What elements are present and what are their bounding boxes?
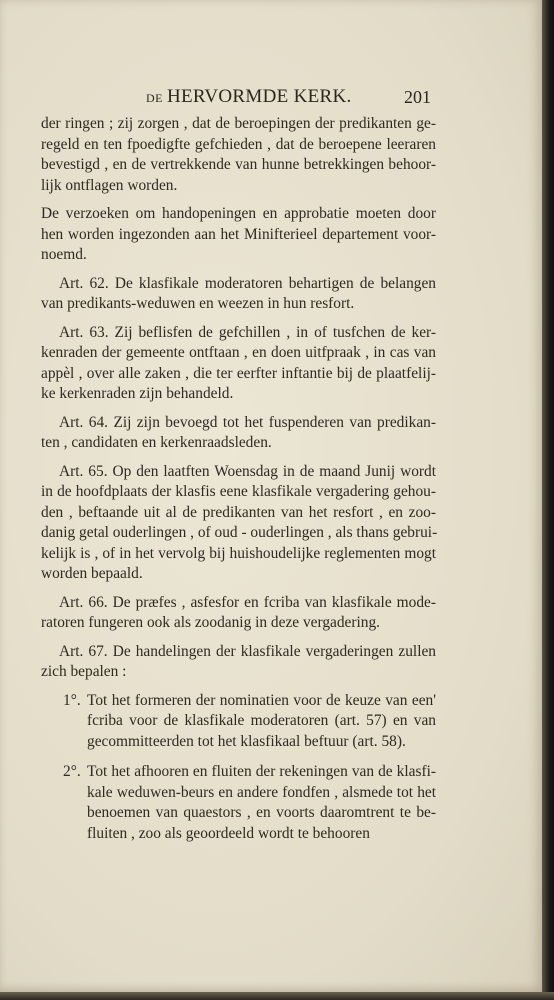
text-line: kelijk is , of in het vervolg bij huishoudelijke reglementen mogt — [41, 544, 436, 562]
text-line: benoemen van quaestors , en voorts daaromtrent te be- — [87, 804, 436, 821]
text-line: der ringen ; zij zorgen , dat de beroepingen der predikanten ge- — [41, 115, 436, 132]
article-65 — [41, 462, 436, 585]
text-line: appèl , over alle zaken , die ter eerfter inftantie bij de plaatfelij- — [41, 364, 436, 382]
text-line: worden bepaald. — [41, 565, 143, 582]
text-line: hen worden ingezonden aan het Minifterieel departement voor- — [41, 225, 436, 243]
text-line: Art. 63. Zij beflisfen de gefchillen , in of tusfchen de ker- — [59, 323, 436, 341]
text-line: regeld en ten fpoedigfte gefchieden , dat de beroepene leeraren — [41, 135, 436, 153]
text-line: zich bepalen : — [41, 663, 127, 680]
page-edge-shadow — [542, 0, 554, 1000]
text-line: gecommitteerden tot het klasfikaal beftuur (art. 58). — [87, 732, 406, 750]
text-line: fluiten , zoo als geoordeeld wordt te behooren — [87, 824, 370, 842]
numbered-item — [41, 691, 436, 753]
text-line: Art. 64. Zij zijn bevoegd tot het fuspenderen van predikan- — [59, 413, 436, 431]
running-title — [146, 86, 352, 108]
article-62 — [41, 274, 436, 315]
text-line: kenraden der gemeente ontftaan , en doen uitfpraak , in cas van — [41, 344, 436, 361]
text-line: ten , candidaten en kerkenraadsleden. — [41, 434, 272, 451]
article-67 — [41, 642, 436, 683]
article-64 — [41, 413, 436, 454]
text-line: Art. 65. Op den laatften Woensdag in de maand Junij wordt — [59, 462, 436, 480]
text-line: Tot het afhooren en fluiten der rekeningen van de klasfi- — [87, 763, 436, 780]
text-line: ke kerkenraden zijn behandeld. — [41, 385, 234, 402]
text-line: in de hoofdplaats der klasfis eene klasfikale vergadering gehou- — [41, 483, 436, 500]
item-number: 2°. — [63, 763, 81, 780]
running-title-text: HERVORMDE KERK. — [167, 86, 352, 107]
text-line: kale weduwen-beurs en andere fondfen , alsmede tot het — [87, 783, 436, 801]
page-number: 201 — [404, 87, 431, 107]
text-line: noemd. — [41, 246, 87, 263]
text-line: van predikants-weduwen en weezen in hun resfort. — [41, 295, 355, 312]
text-line: Tot het formeren der nominatien voor de keuze van een' — [87, 691, 436, 709]
item-number: 1°. — [63, 691, 81, 709]
paragraph — [41, 114, 436, 196]
text-line: Art. 67. De handelingen der klasfikale vergaderingen zullen — [59, 642, 436, 660]
text-line: Art. 62. De klasfikale moderatoren behartigen de belangen — [59, 274, 436, 292]
numbered-item — [41, 762, 436, 844]
text-line: De verzoeken om handopeningen en approbatie moeten door — [41, 205, 436, 222]
text-line: den , beftaande uit al de predikanten van het resfort , en zoo- — [41, 503, 436, 521]
running-title-prefix: DE — [146, 91, 163, 105]
text-line: danig getal ouderlingen , of oud - ouderlingen , als thans gebrui- — [41, 524, 438, 541]
text-line: Art. 66. De præfes , asfesfor en fcriba van klasfikale mode- — [59, 593, 436, 611]
text-line: lijk ontflagen worden. — [41, 176, 178, 194]
text-line: fcriba voor de klasfikale moderatoren (art. 57) en van — [87, 712, 436, 729]
text-line: bevestigd , en de vertrekkende van hunne betrekkingen behoor- — [41, 156, 436, 173]
article-63 — [41, 323, 436, 405]
body-text — [41, 114, 436, 854]
running-header — [0, 82, 542, 112]
article-66 — [41, 593, 436, 634]
paragraph — [41, 204, 436, 266]
page-bottom-shadow — [0, 992, 554, 1000]
text-line: ratoren fungeren ook als zoodanig in deze vergadering. — [41, 614, 381, 631]
